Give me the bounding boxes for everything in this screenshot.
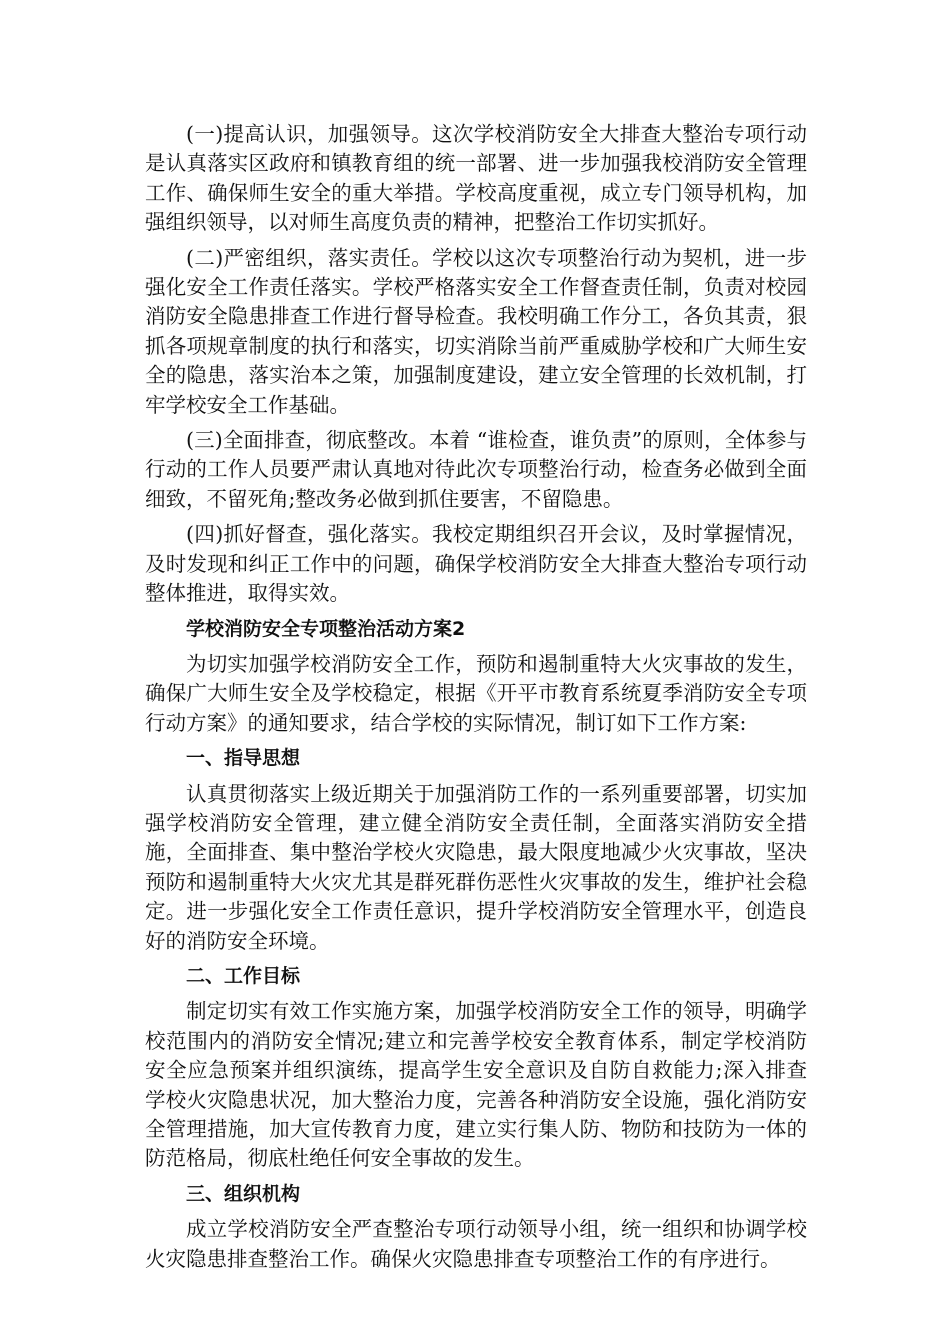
- paragraph-full-inspection: (三)全面排查，彻底整改。本着 “谁检查，谁负责”的原则，全体参与行动的工作人员要严肃认真地对待此次专项整治行动，检查务必做到全面细致，不留死角;整改务必做到抓住要害，不留隐患。: [145, 428, 807, 511]
- heading-guiding-ideology: 一、指导思想: [186, 747, 301, 770]
- paragraph-intro: 为切实加强学校消防安全工作，预防和遏制重特大火灾事故的发生，确保广大师生安全及学校稳定，根据《开平市教育系统夏季消防安全专项行动方案》的通知要求，结合学校的实际情况，制订如下工作方案:: [145, 651, 807, 735]
- section-title-plan-2: 学校消防安全专项整治活动方案2: [186, 617, 466, 640]
- document-page: [145, 120, 807, 1280]
- heading-work-goals: 二、工作目标: [186, 964, 301, 987]
- paragraph-raise-awareness: (一)提高认识，加强领导。这次学校消防安全大排查大整治专项行动是认真落实区政府和镇教育组的统一部署、进一步加强我校消防安全管理工作、确保师生安全的重大举措。学校高度重视，成立专门领导机构，加强组织领导，以对师生高度负责的精神，把整治工作切实抓好。: [145, 122, 807, 235]
- paragraph-guiding-ideology: 认真贯彻落实上级近期关于加强消防工作的一系列重要部署，切实加强学校消防安全管理，建立健全消防安全责任制，全面落实消防安全措施，全面排查、集中整治学校火灾隐患，最大限度地减少火灾事故，坚决预防和遏制重特大火灾尤其是群死群伤恶性火灾事故的发生，维护社会稳定。进一步强化安全工作责任意识，提升学校消防安全管理水平，创造良好的消防安全环境。: [145, 781, 807, 953]
- paragraph-strict-organization: (二)严密组织，落实责任。学校以这次专项整治行动为契机，进一步强化安全工作责任落实。学校严格落实安全工作督查责任制，负责对校园消防安全隐患排查工作进行督导检查。我校明确工作分工，各负其责，狠抓各项规章制度的执行和落实，切实消除当前严重威胁学校和广大师生安全的隐患，落实治本之策，加强制度建设，建立安全管理的长效机制，打牢学校安全工作基础。: [145, 245, 807, 417]
- paragraph-supervision: (四)抓好督查，强化落实。我校定期组织召开会议，及时掌握情况，及时发现和纠正工作中的问题，确保学校消防安全大排查大整治专项行动整体推进，取得实效。: [145, 522, 807, 606]
- heading-organization: 三、组织机构: [186, 1182, 301, 1205]
- paragraph-organization: 成立学校消防安全严查整治专项行动领导小组，统一组织和协调学校火灾隐患排查整治工作。确保火灾隐患排查专项整治工作的有序进行。: [145, 1217, 807, 1271]
- paragraph-work-goals: 制定切实有效工作实施方案，加强学校消防安全工作的领导，明确学校范围内的消防安全情况;建立和完善学校安全教育体系，制定学校消防安全应急预案并组织演练，提高学生安全意识及自防自救能力;深入排查学校火灾隐患状况，加大整治力度，完善各种消防安全设施，强化消防安全管理措施，加大宣传教育力度，建立实行集人防、物防和技防为一体的防范格局，彻底杜绝任何安全事故的发生。: [145, 999, 807, 1171]
